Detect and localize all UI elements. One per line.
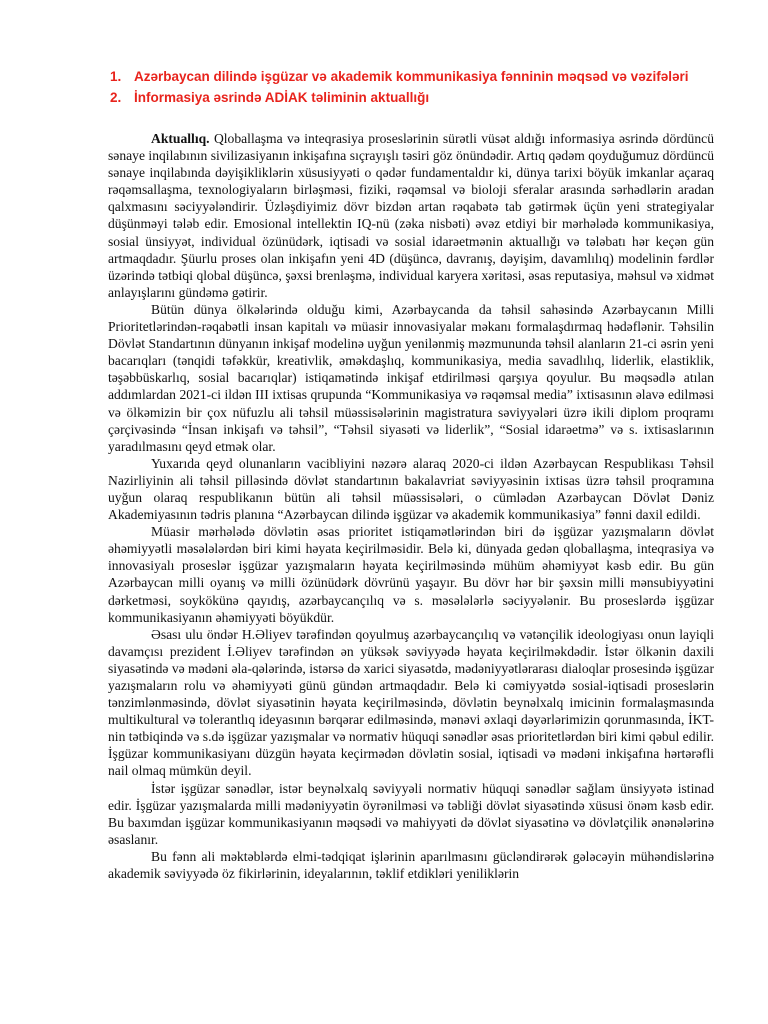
paragraph-5: Əsası ulu öndər H.Əliyev tərəfindən qoyulmuş azərbaycançılıq və vətənçilik ideologiyası onun layiqli davamçısı prezident İ.Əliyev tərəfindən ən yüksək səviyyədə həyata keçirilməkdədir. İstər ölkənin daxili siyasətində və mədəni əla-qələrində, istərsə də xarici siyasətdə, mədəniyyətlərarası dialoqlar prosesində işgüzar yazışmaların rolu və əhəmiyyəti günü gündən artmaqdadır. Belə ki cəmiyyətdə sosial-iqtisadi proseslərin tənzimlənməsində, dövlət siyasətinin həyata keçirilməsində, dövlətin beynəlxalq imicinin formalaşmasında multikultural və tolerantlıq ideyasının bərqərar edilməsində, mənəvi əxlaqi dəyərlərimizin qorunmasında, İKT-nin tətbiqində və s.də işgüzar yazışmalar və normativ hüquqi sənədlər əsas prioritetlərdən biri kimi qəbul edilir. İşgüzar kommunikasiyanı düzgün həyata keçirmədən dövlətin sosial, iqtisadi və mədəni inkişafına hərtərəfli nail olmaq mümkün deyil. bbox=[108, 626, 714, 779]
topic-number: 2. bbox=[110, 90, 122, 105]
topic-text: İnformasiya əsrində ADİAK təliminin aktuallığı bbox=[134, 90, 430, 105]
paragraph-7: Bu fənn ali məktəblərdə elmi-tədqiqat işlərinin aparılmasını gücləndirərək gələcəyin mühəndislərinə akademik səviyyədə öz fikirlərinin, ideyalarının, təklif etdikləri yeniliklərin bbox=[108, 848, 714, 882]
topic-text: Azərbaycan dilində işgüzar və akademik kommunikasiya fənninin məqsəd və vəzifələri bbox=[134, 69, 689, 84]
paragraph-2: Bütün dünya ölkələrində olduğu kimi, Azərbaycanda da təhsil sahəsində Azərbaycanın Milli Prioritetlərindən-rəqabətli insan kapitalı və müasir innovasiyalar məkanı formalaşdırmaq hədəflənir. Təhsilin Dövlət Standartının dünyanın inkişaf modelinə uyğun yenilənmiş məzmununda təhsil alanların 21-ci əsrin yeni bacarıqları (tənqidi təfəkkür, kreativlik, əməkdaşlıq, kommunikasiya, media savadlılıq, liderlik, elastiklik, təşəbbüskarlıq, sosial bacarıqlar) istiqamətində inkişaf etdirilməsi qarşıya qoyulur. Bu məqsədlə atılan addımlardan 2021-ci ildən III ixtisas qrupunda “Kommunikasiya və rəqəmsal media” ixtisasının əlavə edilməsi və ölkəmizin bir çox nüfuzlu ali təhsil müəssisələrinin magistratura səviyyələri üzrə ikili diplom proqramı çərçivəsində “İnsan inkişafı və təhsil”, “Təhsil siyasəti və liderlik”, “Sosial idarəetmə” və s. ixtisaslarının yaradılmasını qeyd etmək olar. bbox=[108, 301, 714, 454]
topic-list bbox=[110, 66, 714, 108]
paragraph-6: İstər işgüzar sənədlər, istər beynəlxalq səviyyəli normativ hüquqi sənədlər sağlam ünsiyyətə istinad edir. İşgüzar yazışmalarda milli mədəniyyətin öyrənilməsi və təbliği dövlət siyasətində xüsusi önəm kəsb edir. Bu baxımdan işgüzar kommunikasiyanın məqsədi və mahiyyəti də dövlət siyasətinə və dövlətçilik ənənələrinə əsaslanır. bbox=[108, 780, 714, 847]
paragraph-4: Müasir mərhələdə dövlətin əsas prioritet istiqamətlərindən biri də işgüzar yazışmaların dövlət əhəmiyyətli məsələlərdən biri kimi həyata keçirilməsidir. Belə ki, dünyada gedən qloballaşma, inteqrasiya və innovasiyalı proseslər işgüzar yazışmaların həyata keçirilməsində mühüm əhəmiyyət kəsb edir. Bu gün Azərbaycan milli oyanış və milli özünüdərk dövrünü yaşayır. Bu dövr hər bir şəxsin milli mənsubiyyətini dərketməsi, soykökünə qayıdış, azərbaycançılıq və s. məsələlərlə səciyyələnir. Bu proseslərdə işgüzar kommunikasiyanın əhəmiyyəti böyükdür. bbox=[108, 524, 714, 625]
paragraph-3: Yuxarıda qeyd olunanların vacibliyini nəzərə alaraq 2020-ci ildən Azərbaycan Respublikası Təhsil Nazirliyinin ali təhsil pilləsində dövlət standartının bakalavriat səviyyəsinin ixtisas üzrə təhsil proqramına uyğun olaraq respublikanın bütün ali təhsil müəssisələri, o cümlədən Azərbaycan Dövlət Dəniz Akademiyasının tədris planına “Azərbaycan dilində işgüzar və akademik kommunikasiya” fənni daxil edildi. bbox=[108, 455, 714, 523]
topic-item-1 bbox=[110, 66, 714, 87]
paragraph-text: Qloballaşma və inteqrasiya proseslərinin sürətli vüsət aldığı informasiya əsrində dördüncü sənaye inqilabının sivilizasiyanın inkişafına sıçrayışlı təsiri göz önündədir. Artıq qədəm qoyduğumuz dördüncü sənaye inqilabında dəyişikliklərin xüsusiyyəti o qədər fundamentaldır ki, dünya tarixi böyük imkanlar açaraq rəqəmsallaşma, texnologiyaların birləşməsi, fiziki, rəqəmsal və bioloji sferalar arasında sərhədlərin aradan qalxmasını səciyyələndirir. Üzləşdiyimiz dövr bizdən artan rəqabətə tab gətirmək üçün yeni strategiyalar düşünməyi tələb edir. Emosional intellektin IQ-nü (zəka nisbəti) əvəz etdiyi bir mərhələdə kommunikasiya, sosial ünsiyyət, individual özünüdərk, iqtisadi və sosial idarəetmənin aktuallığı və tələbatı hər keçən gün artmaqdadır. Şüurlu proses olan inkişafın yeni 4D (düşüncə, davranış, dəyişim, davamlılıq) modelinin fərdlər üzərində tətbiqi qlobal düşüncə, şəxsi brenləşmə, individual karyera xəritəsi, əsas reputasiya, məhsul və xidmət anlayışlarını gündəmə gətirir. bbox=[108, 131, 714, 300]
topic-number: 1. bbox=[110, 69, 122, 84]
paragraph-1 bbox=[108, 130, 714, 301]
paragraph-lead: Aktuallıq. bbox=[151, 131, 210, 146]
topic-item-2 bbox=[110, 87, 714, 108]
document-body bbox=[108, 130, 714, 882]
